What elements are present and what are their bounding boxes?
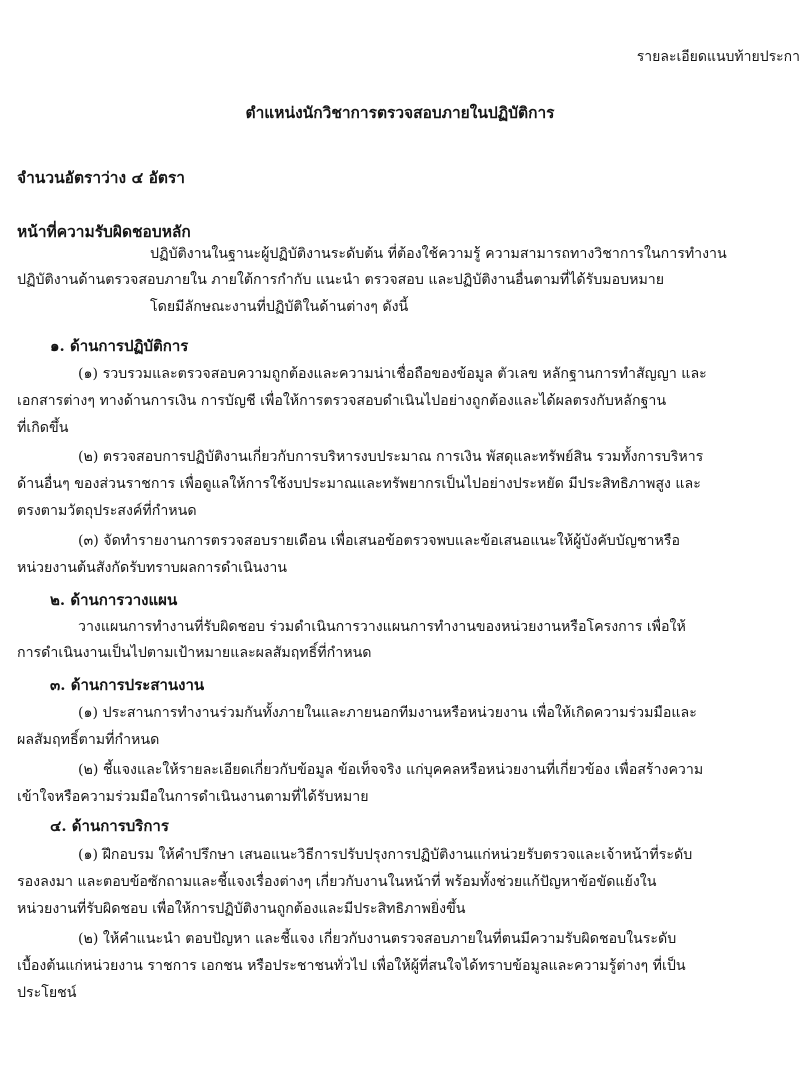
section-text-line: ด้านอื่นๆ ของส่วนราชการ เพื่อดูแลให้การใช้งบประมาณและทรัพยากรเป็นไปอย่างประหยัด มีประสิทธิภาพสูง และ: [17, 476, 701, 492]
section-text-line: หน่วยงานต้นสังกัดรับทราบผลการดำเนินงาน: [17, 560, 287, 576]
section-heading-coordination: ๓. ด้านการประสานงาน: [50, 676, 205, 694]
intro-line: โดยมีลักษณะงานที่ปฏิบัติในด้านต่างๆ ดังนี้: [150, 299, 409, 315]
section-text-line: เข้าใจหรือความร่วมมือในการดำเนินงานตามที่ได้รับหมาย: [17, 789, 369, 805]
section-text-line: เบื้องต้นแก่หน่วยงาน ราชการ เอกชน หรือประชาชนทั่วไป เพื่อให้ผู้ที่สนใจได้ทราบข้อมูลและความรู้ต่างๆ ที่เป็น: [17, 958, 686, 974]
section-text-line: ที่เกิดขึ้น: [17, 420, 69, 436]
section-text-line: (๒) ชี้แจงและให้รายละเอียดเกี่ยวกับข้อมูล ข้อเท็จจริง แก่บุคคลหรือหน่วยงานที่เกี่ยวข้อง เพื่อสร้างความ: [78, 762, 704, 778]
section-text-line: (๑) ประสานการทำงานร่วมกันทั้งภายในและภายนอกทีมงานหรือหน่วยงาน เพื่อให้เกิดความร่วมมือและ: [78, 705, 697, 721]
section-text-line: รองลงมา และตอบข้อซักถามและชี้แจงเรื่องต่างๆ เกี่ยวกับงานในหน้าที่ พร้อมทั้งช่วยแก้ปัญหาข้อขัดแย้งใน: [17, 874, 657, 890]
section-heading-planning: ๒. ด้านการวางแผน: [50, 591, 178, 609]
section-heading-operations: ๑. ด้านการปฏิบัติการ: [50, 337, 189, 355]
section-text-line: การดำเนินงานเป็นไปตามเป้าหมายและผลสัมฤทธิ์ที่กำหนด: [17, 645, 372, 661]
attachment-note: รายละเอียดแนบท้ายประกา: [636, 49, 800, 65]
section-text-line: (๒) ให้คำแนะนำ ตอบปัญหา และชี้แจง เกี่ยวกับงานตรวจสอบภายในที่ตนมีความรับผิดชอบในระดับ: [78, 931, 677, 947]
section-heading-service: ๔. ด้านการบริการ: [50, 817, 169, 835]
intro-line: ปฏิบัติงานในฐานะผู้ปฏิบัติงานระดับต้น ที่ต้องใช้ความรู้ ความสามารถทางวิชาการในการทำงาน: [150, 246, 727, 262]
section-text-line: วางแผนการทำงานที่รับผิดชอบ ร่วมดำเนินการวางแผนการทำงานของหน่วยงานหรือโครงการ เพื่อให้: [78, 619, 686, 635]
section-text-line: (๓) จัดทำรายงานการตรวจสอบรายเดือน เพื่อเสนอข้อตรวจพบและข้อเสนอแนะให้ผู้บังคับบัญชาหรือ: [78, 533, 680, 549]
vacancy-count: จำนวนอัตราว่าง ๔ อัตรา: [17, 168, 185, 187]
section-text-line: เอกสารต่างๆ ทางด้านการเงิน การบัญชี เพื่อให้การตรวจสอบดำเนินไปอย่างถูกต้องและได้ผลตรงกับหลักฐาน: [17, 393, 667, 409]
section-text-line: ผลสัมฤทธิ์ตามที่กำหนด: [17, 732, 160, 748]
section-text-line: (๑) รวบรวมและตรวจสอบความถูกต้องและความน่าเชื่อถือของข้อมูล ตัวเลข หลักฐานการทำสัญญา และ: [78, 366, 707, 382]
section-text-line: (๑) ฝึกอบรม ให้คำปรึกษา เสนอแนะวิธีการปรับปรุงการปฏิบัติงานแก่หน่วยรับตรวจและเจ้าหน้าที่ระดับ: [78, 847, 693, 863]
section-text-line: (๒) ตรวจสอบการปฏิบัติงานเกี่ยวกับการบริหารงบประมาณ การเงิน พัสดุและทรัพย์สิน รวมทั้งการบริหาร: [78, 449, 704, 465]
section-text-line: หน่วยงานที่รับผิดชอบ เพื่อให้การปฏิบัติงานถูกต้องและมีประสิทธิภาพยิ่งขึ้น: [17, 901, 466, 917]
duties-heading: หน้าที่ความรับผิดชอบหลัก: [17, 222, 191, 241]
intro-line: ปฏิบัติงานด้านตรวจสอบภายใน ภายใต้การกำกับ แนะนำ ตรวจสอบ และปฏิบัติงานอื่นตามที่ได้รับมอบหมาย: [17, 272, 665, 288]
section-text-line: ประโยชน์: [17, 985, 77, 1001]
position-title: ตำแหน่งนักวิชาการตรวจสอบภายในปฏิบัติการ: [245, 103, 555, 122]
section-text-line: ตรงตามวัตถุประสงค์ที่กำหนด: [17, 503, 197, 519]
